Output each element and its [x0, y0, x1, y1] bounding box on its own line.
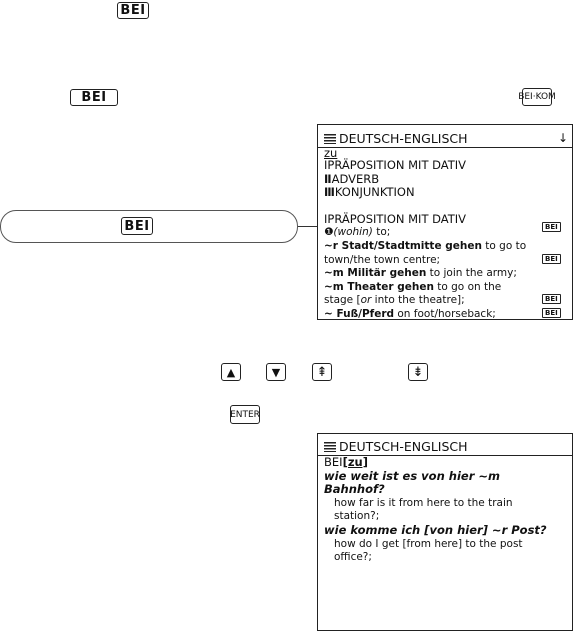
section-item: ⅠPRÄPOSITION MIT DATIV [324, 158, 467, 172]
dictionary-screen-examples [317, 433, 573, 631]
dictionary-screen-entry [317, 124, 573, 320]
down-arrow-key-icon: ▼ [266, 363, 286, 381]
example-german: wie komme ich [von hier] ~r Post? [324, 522, 547, 537]
screen-title: DEUTSCH-ENGLISCH [339, 439, 468, 455]
example-line: ~r Stadt/Stadtmitte gehen to go to [324, 239, 527, 252]
example-english: how do I get [from here] to the post [334, 537, 523, 550]
screen-header [318, 439, 572, 456]
bei-mark-icon: BEI [542, 308, 561, 318]
example-german: wie weit ist es von hier ~m [324, 468, 500, 483]
scroll-down-indicator-icon: ↓ [557, 131, 568, 146]
up-arrow-key-icon: ▲ [221, 363, 241, 381]
example-english: how far is it from here to the train [334, 496, 513, 509]
bei-mark-icon: BEI [542, 222, 561, 232]
headword: zu [324, 146, 338, 160]
enter-key-icon: ENTER [230, 405, 260, 424]
example-english: station?; [334, 510, 380, 523]
bei-kom-key-icon: BEI·KOM [522, 88, 552, 106]
screen-header [318, 131, 572, 148]
menu-lines-icon [324, 134, 336, 144]
page-up-key-icon: ⇞ [312, 363, 332, 381]
example-line: ~m Militär gehen to join the army; [324, 267, 517, 280]
section-item: ⅡADVERB [324, 171, 380, 186]
example-german: Bahnhof? [324, 482, 385, 497]
page-down-key-icon: ⇟ [408, 363, 428, 381]
section-item: ⅢKONJUNKTION [324, 185, 415, 200]
screen-title: DEUTSCH-ENGLISCH [339, 131, 468, 147]
bei-key-icon: BEI [117, 2, 149, 19]
bei-key-icon: BEI [70, 89, 118, 106]
section-heading: ⅠPRÄPOSITION MIT DATIV [324, 211, 467, 226]
example-line: stage [or into the theatre]; BEI [324, 294, 572, 308]
example-headline: BEI[zu] [324, 455, 368, 469]
bei-mark-icon: BEI [542, 294, 561, 304]
bei-key-icon: BEI [121, 217, 153, 235]
example-line: ~ Fuß/Pferd on foot/horseback; BEI [324, 308, 572, 322]
example-line: ~m Theater gehen to go on the [324, 280, 502, 293]
bei-mark-icon: BEI [542, 254, 561, 264]
menu-lines-icon [324, 442, 336, 452]
sense-line: ❶(wohin) to; BEI [324, 226, 572, 240]
example-line: town/the town centre; BEI [324, 254, 572, 268]
example-english: office?; [334, 551, 372, 564]
